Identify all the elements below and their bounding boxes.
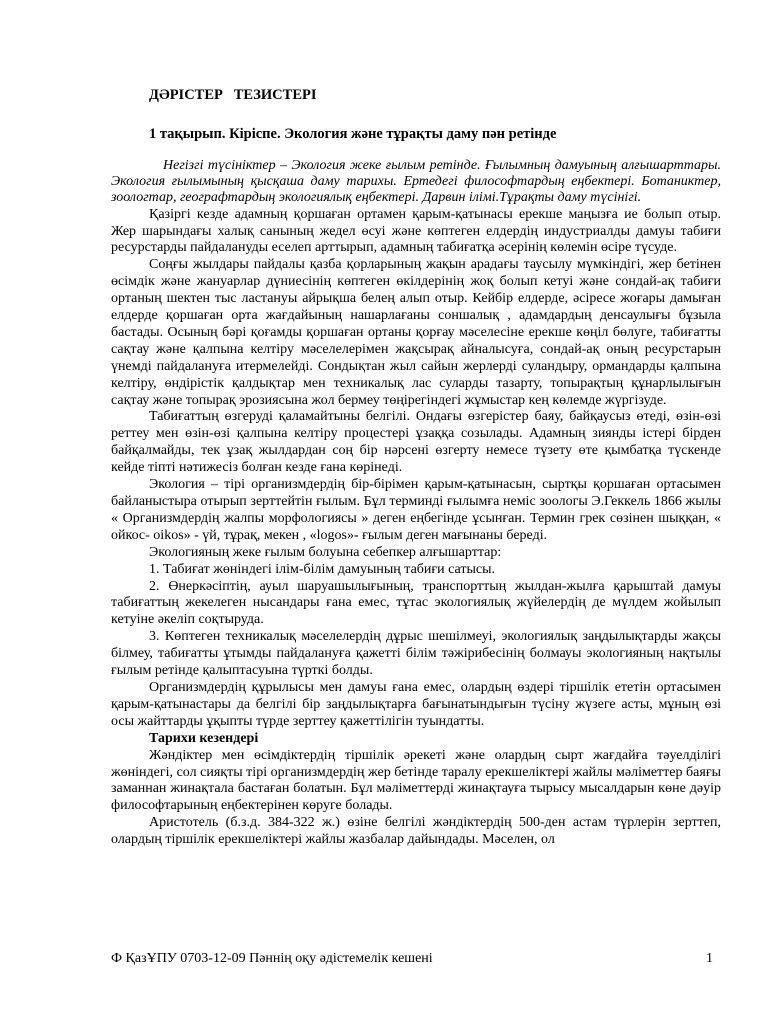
paragraph: Табиғаттың өзгеруді қаламайтыны белгілі. Ондағы өзгерістер баяу, байқаусыз өтеді, өзін-өзі реттеу мен өзін-өзі қалпына келтіру процестері ұзаққа созылады. Адамның зиянды істері бірден байқалмайды, тек ұзақ жылдардан соң бір нәрсені өзгерту немесе түзету өте қымбатқа түскенде кейде тіпті нәтижесіз болған кезде ғана көрінеді. xyxy=(111,409,721,476)
topic-heading: 1 тақырып. Кіріспе. Экология және тұрақты даму пән ретінде xyxy=(149,126,557,142)
list-item: 1. Табиғат жөніндегі ілім-білім дамуының табиғи сатысы. xyxy=(149,561,496,577)
list-item: 3. Көптеген техникалық мәселелердің дұрыс шешілмеуі, экологиялық заңдылықтарды жақсы білмеу, табиғатты ұтымды пайдалануға қажетті білім тәжірибесінің болмауы экологияның нақтылы ғылым ретінде қалыптасуына түрткі болды. xyxy=(111,629,721,679)
paragraph: Қазіргі кезде адамның қоршаған ортамен қарым-қатынасы ерекше маңызға ие болып отыр. Жер шарындағы халық санының жедел өсуі және көптеген елдердің индустриалды дамуы табиғи ресурстарды пайдалануды еселеп арттырып, адамның табиғатқа әсерінің көлемін өсіре түсуде. xyxy=(111,206,721,256)
paragraph: Жәндіктер мен өсімдіктердің тіршілік әрекеті және олардың сырт жағдайға тәуелділігі жөніндегі, сол сияқты тірі организмдердің жер бетінде таралу ерекшеліктері жайлы мәліметтер баяғы заманнан жинақтала бастаған болатын. Бұл мәліметтерді жинақтауға тырысу мысалдарын көне дәуір философтарының еңбектерінен көруге болады. xyxy=(111,747,721,814)
paragraph: Аристотель (б.з.д. 384-322 ж.) өзіне белгілі жәндіктердің 500-ден астам түрлерін зерттеп, олардың тіршілік ерекшеліктері жайлы жазбалар дайындады. Мәселен, ол xyxy=(111,815,721,848)
document-title: ДӘРІСТЕР ТЕЗИСТЕРІ xyxy=(149,87,317,103)
paragraph: Соңғы жылдары пайдалы қазба қорларының жақын арадағы таусылу мүмкіндігі, жер бетінен өсімдік және жануарлар дүниесінің көптеген өкілдерінің жоқ болып кетуі және сондай-ақ табиғи ортаның шектен тыс ластануы айрықша белең алып отыр. Кейбір елдерде, әсіресе жоғары дамыған елдерде қоршаған орта жағдайының нашарлағаны соншалық , адамдардың денсаулығы бұзыла бастады. Осының бәрі қоғамды қоршаған ортаны қорғау мәселесіне ерекше көңіл бөлуге, табиғатты сақтау және қалпына келтіру мәселелерімен жақсырақ айналысуға, сондай-ақ оның ресурстарын үнемді пайдалануға итермелейді. Сондықтан жыл сайын жерлерді суландыру, ормандарды қалпына келтіру, өндірістік қалдықтар мен техникалық лас суларды тазарту, топырақтың құнарлылығын сақтау және топырақ эрозиясына жол бермеу төңірегіндегі жұмыстар кең көлемде жүргізуде. xyxy=(111,257,721,408)
section-heading: Тарихи кезендері xyxy=(149,730,259,746)
page-footer xyxy=(111,951,713,967)
footer-label: Ф ҚазҰПУ 0703-12-09 Пәннің оқу әдістемелік кешені xyxy=(111,951,433,966)
page-number: 1 xyxy=(706,951,713,966)
paragraph: Экология – тірі организмдердің бір-бірімен қарым-қатынасын, сыртқы қоршаған ортасымен байланыстыра отырып зерттейтін ғылым. Бұл терминді ғылымға неміс зоологы Э.Геккель 1866 жылы « Организмдердің жалпы морфологиясы » деген еңбегінде ұсынған. Термин грек сөзінен шыққан, « ойкос- oikos» - үй, тұрақ, мекен , «logos»- ғылым деген мағынаны береді. xyxy=(111,477,721,543)
paragraph: Организмдердің құрылысы мен дамуы ғана емес, олардың өздері тіршілік ететін ортасымен қарым-қатынастары да белгілі бір заңдылықтарға бағынатындығын түсіну жүзеге асты, мұның өзі осы жайттарды ұқыпты түрде зерттеу қажеттілігін туындатты. xyxy=(111,679,721,729)
list-item: 2. Өнеркәсіптің, ауыл шаруашылығының, транспорттың жылдан-жылға қарыштай дамуы табиғаттың жекелеген нысандары ғана емес, тұтас экологиялық жүйелердің де мүлдем жойылып кетуіне әкеліп соқтыруда. xyxy=(111,578,721,628)
key-concepts: Негізгі түсініктер – Экология жеке ғылым ретінде. Ғылымның дамуының алғышарттары. Экология ғылымының қысқаша даму тарихы. Ертедегі философтардың еңбектері. Ботаниктер, зоологтар, географтардың экологиялық еңбектері. Дарвин ілімі.Тұрақты даму түсінігі. xyxy=(111,158,721,206)
paragraph: Экологияның жеке ғылым болуына себепкер алғышарттар: xyxy=(149,544,502,560)
body-text xyxy=(111,207,721,849)
